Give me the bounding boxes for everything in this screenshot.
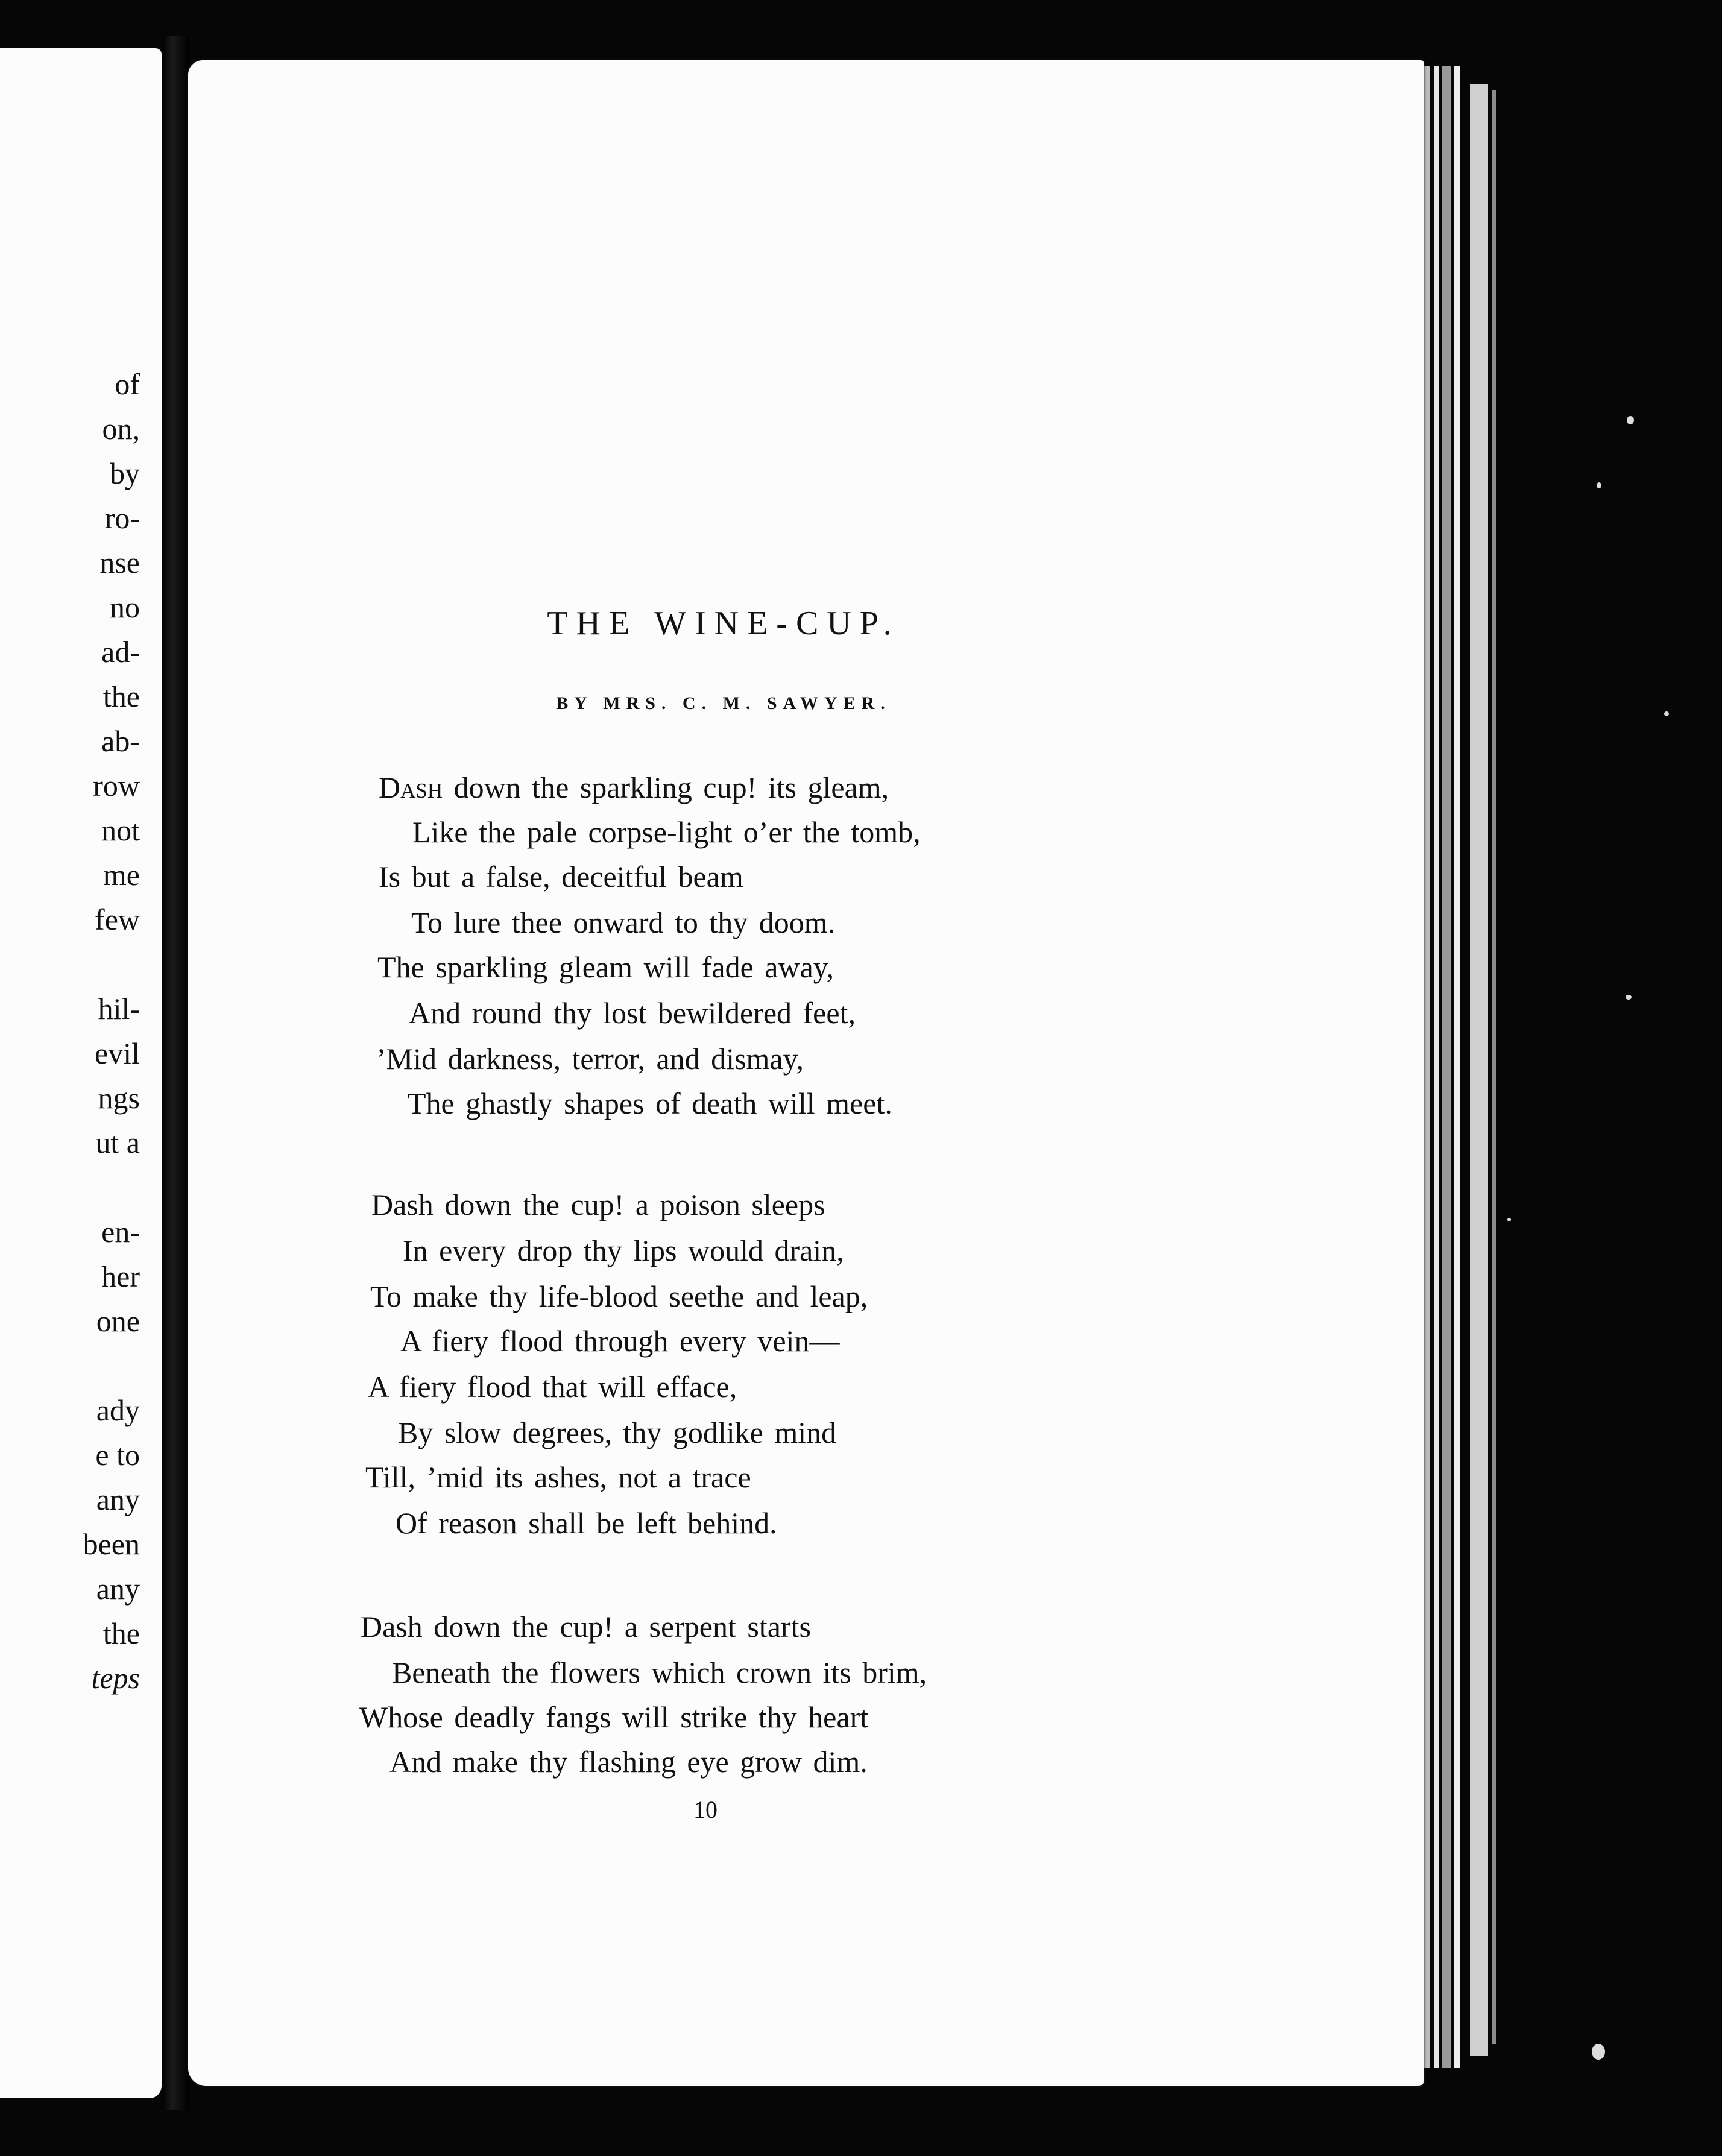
dust-speck — [1627, 416, 1634, 424]
left-page-line: ab- — [101, 724, 140, 758]
page-edge — [1454, 66, 1460, 2068]
poem-line: A fiery flood that will efface, — [368, 1370, 737, 1404]
left-page-line: not — [101, 813, 140, 847]
left-page-line: her — [101, 1259, 140, 1293]
left-facing-page — [0, 48, 162, 2098]
poem-line: Till, ’mid its ashes, not a trace — [365, 1460, 751, 1494]
left-page-line: row — [93, 769, 140, 802]
left-page-line: ad- — [101, 635, 140, 669]
left-page-line: one — [96, 1304, 140, 1338]
left-page-line: been — [83, 1527, 140, 1561]
poem-line: Dash down the cup! a serpent starts — [361, 1610, 811, 1644]
left-page-line: the — [102, 679, 140, 713]
poem-line: To lure thee onward to thy doom. — [411, 906, 836, 939]
page-number: 10 — [693, 1796, 718, 1823]
dust-speck — [1664, 711, 1669, 716]
poem-line: By slow degrees, thy godlike mind — [398, 1416, 837, 1449]
poem-line: Is but a false, deceitful beam — [379, 860, 743, 894]
poem-line: Dash down the cup! a poison sleeps — [371, 1188, 825, 1221]
left-page-line: on, — [102, 412, 140, 446]
poem-line: Like the pale corpse-light o’er the tomb, — [412, 815, 921, 849]
left-page-line: e to — [95, 1438, 140, 1472]
poem-line: Beneath the flowers which crown its brim, — [392, 1656, 927, 1689]
left-page-line: of — [115, 367, 140, 401]
left-page-line: no — [110, 590, 140, 624]
left-page-line: nse — [99, 546, 140, 579]
page-edge — [1492, 90, 1496, 2044]
poem-line: A fiery flood through every vein— — [400, 1324, 840, 1358]
poem-byline: BY MRS. C. M. SAWYER. — [556, 693, 891, 713]
left-page-line: by — [110, 456, 140, 490]
left-page-line: few — [95, 903, 140, 936]
left-page-line: teps — [91, 1661, 140, 1695]
left-page-line: en- — [101, 1215, 140, 1249]
poem-line: And round thy lost bewildered feet, — [409, 996, 856, 1030]
poem-line: The sparkling gleam will fade away, — [377, 950, 834, 984]
left-page-line: me — [102, 858, 140, 892]
left-page-line: the — [102, 1616, 140, 1650]
left-page-line: ngs — [98, 1081, 140, 1115]
dust-speck — [1507, 1218, 1511, 1221]
left-page-line: any — [96, 1572, 140, 1606]
page-edge — [1424, 66, 1430, 2068]
left-page-line: ady — [96, 1393, 140, 1427]
left-page-line: evil — [95, 1036, 140, 1070]
poem-line: To make thy life-blood seethe and leap, — [370, 1279, 868, 1313]
poem-line: ’Mid darkness, terror, and dismay, — [376, 1042, 804, 1076]
left-page-line: any — [96, 1483, 140, 1516]
drop-word: Dash — [379, 771, 443, 804]
left-page-line: ut a — [95, 1126, 140, 1159]
poem-line: Whose deadly fangs will strike thy heart — [359, 1700, 869, 1734]
poem-line: Of reason shall be left behind. — [396, 1506, 777, 1540]
dust-speck — [1626, 995, 1632, 1000]
dust-speck — [1592, 2044, 1605, 2060]
dust-speck — [1597, 482, 1601, 488]
right-page — [188, 60, 1424, 2086]
page-edge — [1434, 66, 1439, 2068]
poem-line: In every drop thy lips would drain, — [403, 1234, 844, 1267]
page-edge — [1470, 84, 1488, 2056]
left-page-line: hil- — [98, 992, 140, 1026]
poem-line: The ghastly shapes of death will meet. — [408, 1086, 892, 1120]
poem-title: THE WINE-CUP. — [547, 605, 900, 642]
left-page-line: ro- — [104, 501, 140, 535]
page-edge — [1442, 66, 1451, 2068]
poem-line: Dash down the sparkling cup! its gleam, — [379, 771, 889, 804]
poem-line: And make thy flashing eye grow dim. — [390, 1745, 868, 1779]
